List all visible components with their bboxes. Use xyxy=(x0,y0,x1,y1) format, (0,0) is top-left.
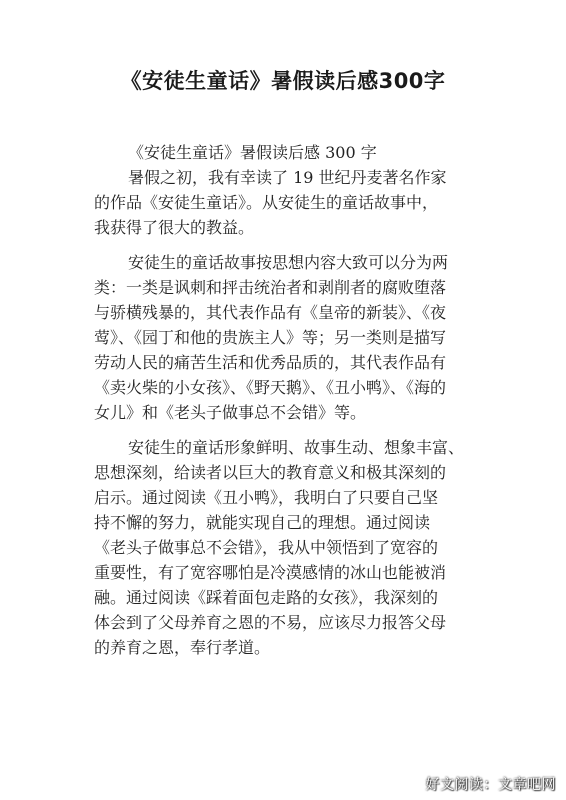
text-line: 融。通过阅读《踩着面包走路的女孩》，我深刻的 xyxy=(94,588,439,607)
paragraph-intro xyxy=(94,165,482,240)
paragraph-categories xyxy=(94,250,482,425)
text-line: 的养育之恩，奉行孝道。 xyxy=(94,638,271,657)
paragraph-subtitle xyxy=(94,140,482,165)
text-line: 暑假之初，我有幸读了 19 世纪丹麦著名作家 xyxy=(128,168,447,187)
text-line: 启示。通过阅读《丑小鸭》，我明白了只要自己坚 xyxy=(94,488,439,507)
text-line: 安徒生的童话形象鲜明、故事生动、想象丰富、 xyxy=(128,438,465,457)
text-line: 莺》、《园丁和他的贵族主人》等；另一类则是描写 xyxy=(94,328,447,347)
page-title: 《安徒生童话》暑假读后感300字 xyxy=(120,69,446,93)
text-line: 《卖火柴的小女孩》、《野天鹅》、《丑小鸭》、《海的 xyxy=(94,378,447,397)
text-line: 劳动人民的痛苦生活和优秀品质的，其代表作品有 xyxy=(94,353,447,372)
text-line: 持不懈的努力，就能实现自己的理想。通过阅读 xyxy=(94,513,431,532)
watermark: 好文阅读：文章吧网 xyxy=(425,777,556,793)
text-line: 思想深刻，给读者以巨大的教育意义和极其深刻的 xyxy=(94,463,447,482)
text-line: 我获得了很大的教益。 xyxy=(94,218,255,237)
text-line: 类：一类是讽刺和抨击统治者和剥削者的腐败堕落 xyxy=(94,278,447,297)
text-line: 重要性，有了宽容哪怕是冷漠感情的冰山也能被消 xyxy=(94,563,447,582)
text-line: 女儿》和《老头子做事总不会错》等。 xyxy=(94,403,367,422)
text-line: 的作品《安徒生童话》。从安徒生的童话故事中， xyxy=(94,193,439,212)
text-line: 与骄横残暴的，其代表作品有《皇帝的新装》、《夜 xyxy=(94,303,447,322)
text-line: 《安徒生童话》暑假读后感 300 字 xyxy=(128,143,377,162)
article-body xyxy=(94,140,482,660)
text-line: 《老头子做事总不会错》，我从中领悟到了宽容的 xyxy=(94,538,439,557)
text-line: 安徒生的童话故事按思想内容大致可以分为两 xyxy=(128,253,449,272)
paragraph-reflection xyxy=(94,435,482,660)
text-line: 体会到了父母养育之恩的不易，应该尽力报答父母 xyxy=(94,613,447,632)
